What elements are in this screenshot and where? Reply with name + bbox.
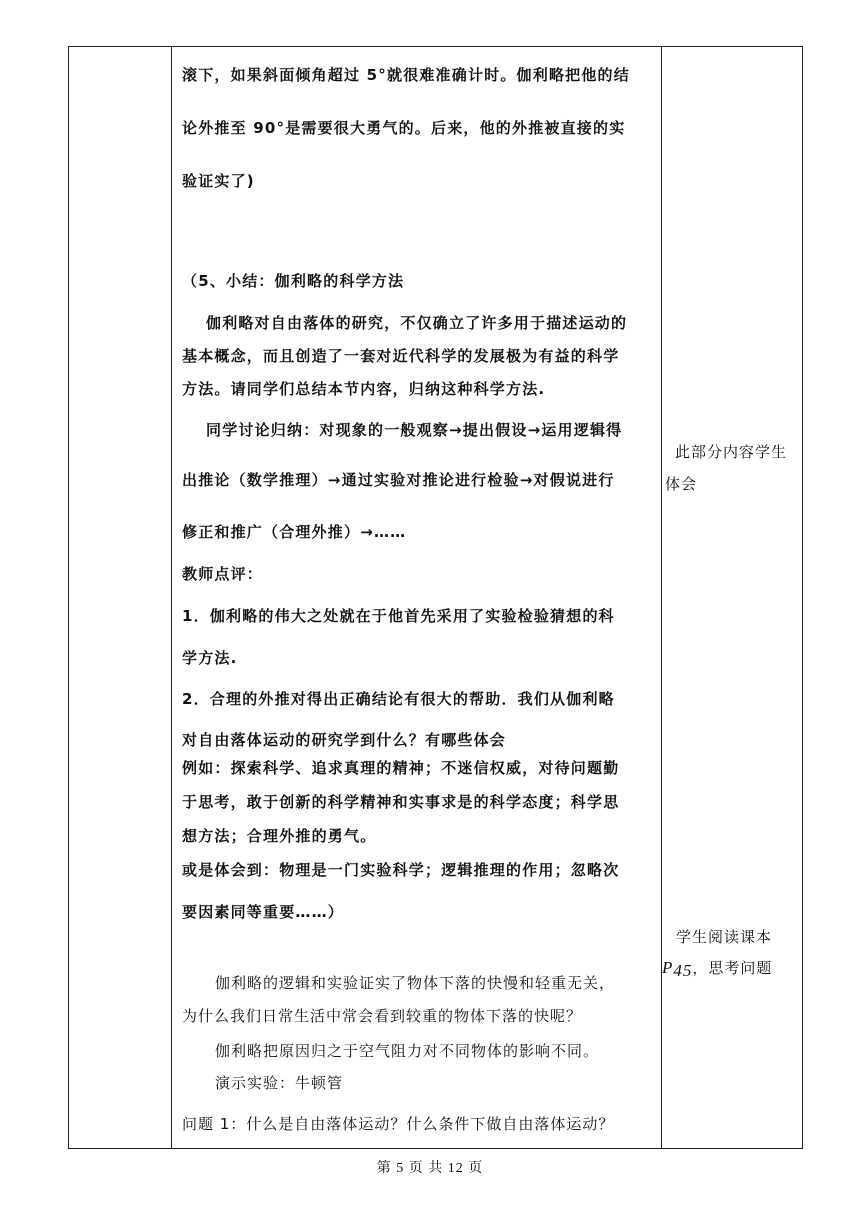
text-line: 修正和推广（合理外推）→……	[182, 523, 407, 541]
note-text	[662, 957, 772, 981]
note-text: 学生阅读课本	[676, 928, 773, 946]
text-line: 出推论（数学推理）→通过实验对推论进行检验→对假说进行	[182, 471, 615, 489]
note-text: 体会	[665, 475, 698, 493]
text-line: 伽利略的逻辑和实验证实了物体下落的快慢和轻重无关，	[215, 974, 616, 992]
text-line: 伽利略对自由落体的研究，不仅确立了许多用于描述运动的	[206, 314, 628, 332]
text-line: 同学讨论归纳：对现象的一般观察→提出假设→运用逻辑得	[206, 421, 623, 439]
note-text: 此部分内容学生	[675, 443, 788, 461]
text-line: 或是体会到：物理是一门实验科学；逻辑推理的作用；忽略次	[182, 861, 620, 879]
text-line: 于思考，敢于创新的科学精神和实事求是的科学态度；科学思	[182, 793, 620, 811]
text-line: 要因素同等重要……）	[182, 903, 345, 921]
text-line: 对自由落体运动的研究学到什么？有哪些体会	[182, 731, 507, 749]
text-line: 例如：探索科学、追求真理的精神；不迷信权威，对待问题勤	[182, 759, 620, 777]
text-line: 1．伽利略的伟大之处就在于他首先采用了实验检验猜想的科	[182, 607, 615, 625]
page-ref-letter: P	[662, 958, 674, 977]
text-line: 方法。请同学们总结本节内容，归纳这种科学方法.	[182, 380, 546, 398]
text-line: 论外推至 90°是需要很大勇气的。后来，他的外推被直接的实	[182, 119, 626, 137]
column-divider-right	[661, 47, 662, 1148]
text-line: 验证实了)	[182, 172, 255, 190]
section-heading: （5、小结：伽利略的科学方法	[182, 272, 405, 290]
text-line: 为什么我们日常生活中常会看到较重的物体下落的快呢？	[182, 1007, 583, 1025]
text-line: 想方法；合理外推的勇气。	[182, 827, 377, 845]
left-column-cell	[69, 47, 171, 1148]
page-footer: 第 5 页 共 12 页	[376, 1161, 484, 1176]
text-line: 学方法.	[182, 649, 238, 667]
text-line: 2．合理的外推对得出正确结论有很大的帮助．我们从伽利略	[182, 690, 615, 708]
text-line: 伽利略把原因归之于空气阻力对不同物体的影响不同。	[215, 1042, 600, 1060]
text-line: 教师点评：	[182, 565, 264, 583]
note-text-rest: ，思考问题	[692, 959, 773, 977]
text-line: 基本概念，而且创造了一套对近代科学的发展极为有益的科学	[182, 347, 620, 365]
text-line: 滚下，如果斜面倾角超过 5°就很难准确计时。伽利略把他的结	[182, 66, 630, 84]
text-line: 问题 1：什么是自由落体运动？什么条件下做自由落体运动？	[182, 1115, 615, 1133]
column-divider-left	[171, 47, 172, 1148]
page-ref-number: 45	[673, 961, 693, 980]
text-line: 演示实验：牛顿管	[215, 1074, 344, 1092]
